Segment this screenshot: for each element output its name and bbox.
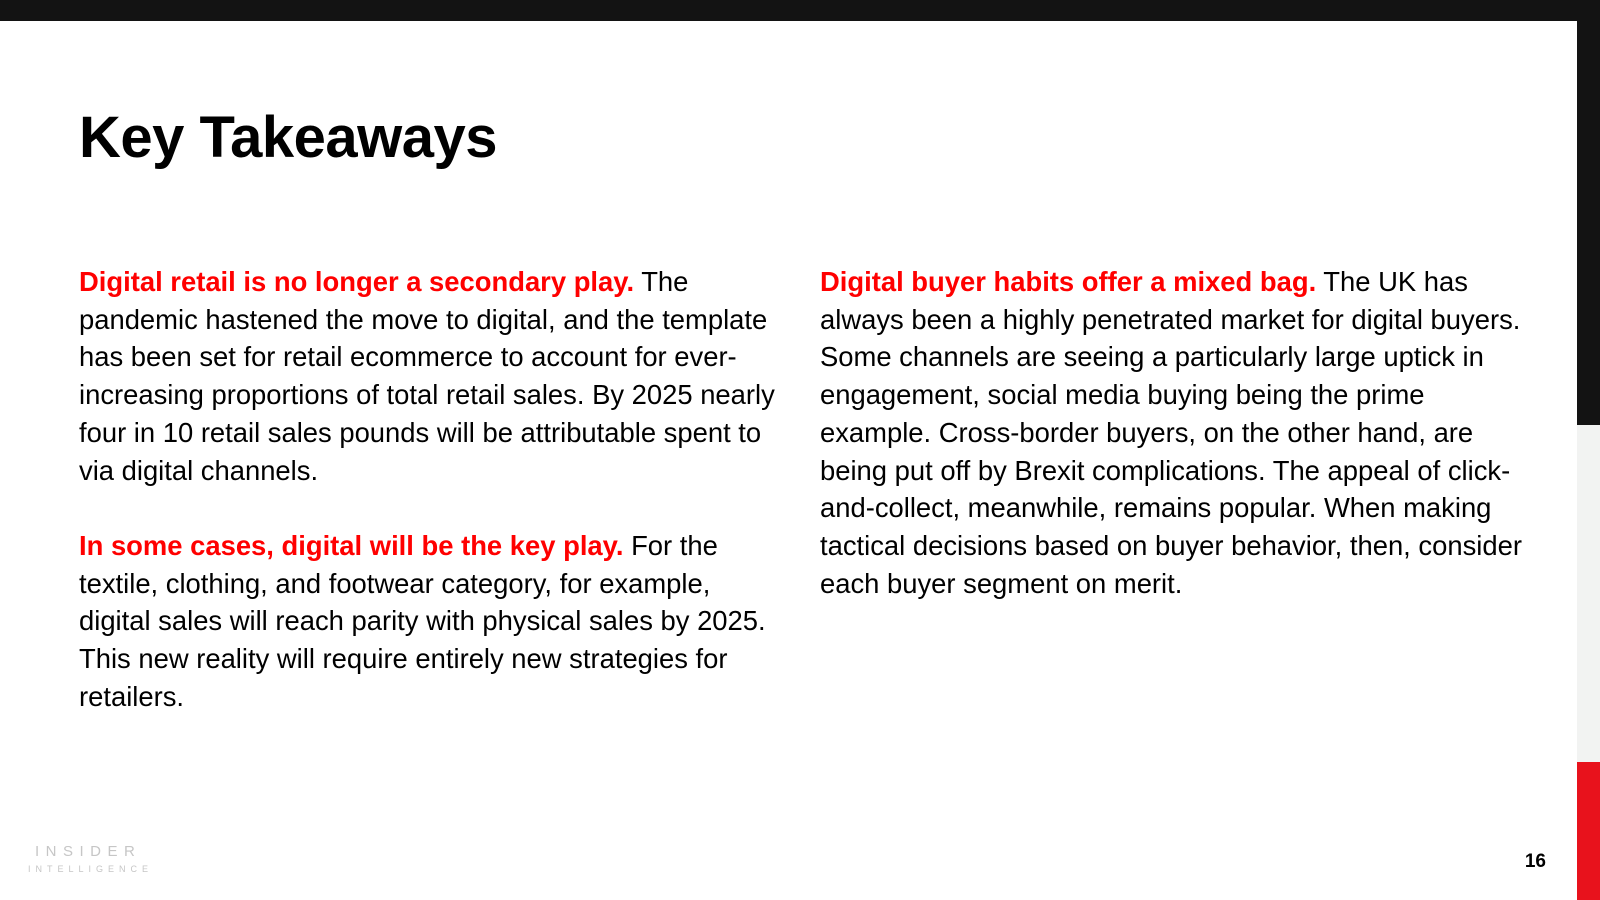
right-edge-red-bar (1577, 762, 1600, 900)
right-column (820, 263, 1528, 602)
paragraph-digital-retail (79, 263, 787, 489)
paragraph-lead: Digital retail is no longer a secondary play. (79, 266, 635, 297)
paragraph-body: The UK has always been a highly penetrated market for digital buyers. Some channels are seeing a particularly large uptick in engagement, social media buying being the prime example. Cross-border buyers, on the other hand, are being put off by Brexit complications. The appeal of click-and-collect, meanwhile, remains popular. When making tactical decisions based on buyer behavior, then, consider each buyer segment on merit. (820, 266, 1522, 599)
page-title: Key Takeaways (79, 105, 498, 170)
paragraph-lead: Digital buyer habits offer a mixed bag. (820, 266, 1317, 297)
top-black-bar (0, 0, 1600, 21)
left-column (79, 263, 787, 715)
logo-line-insider: INSIDER (35, 843, 142, 860)
page-number: 16 (1524, 851, 1546, 872)
logo-line-intelligence: INTELLIGENCE (28, 864, 154, 874)
paragraph-body: For the textile, clothing, and footwear category, for example, digital sales will reach parity with physical sales by 2025. This new reality will require entirely new strategies for retailers. (79, 529, 766, 712)
paragraph-lead: In some cases, digital will be the key play. (79, 529, 624, 561)
paragraph-buyer-habits (820, 263, 1528, 602)
paragraph-key-play (79, 527, 787, 716)
insider-intelligence-logo (28, 843, 153, 876)
right-edge-black-bar (1577, 0, 1600, 425)
right-edge-gray-bar (1577, 425, 1600, 762)
paragraph-body: The pandemic hastened the move to digital, and the template has been set for retail ecommerce to account for ever-increasing proportions of total retail sales. By 2025 nearly four in 10 retail sales pounds will be attributable spent to via digital channels. (79, 266, 775, 486)
